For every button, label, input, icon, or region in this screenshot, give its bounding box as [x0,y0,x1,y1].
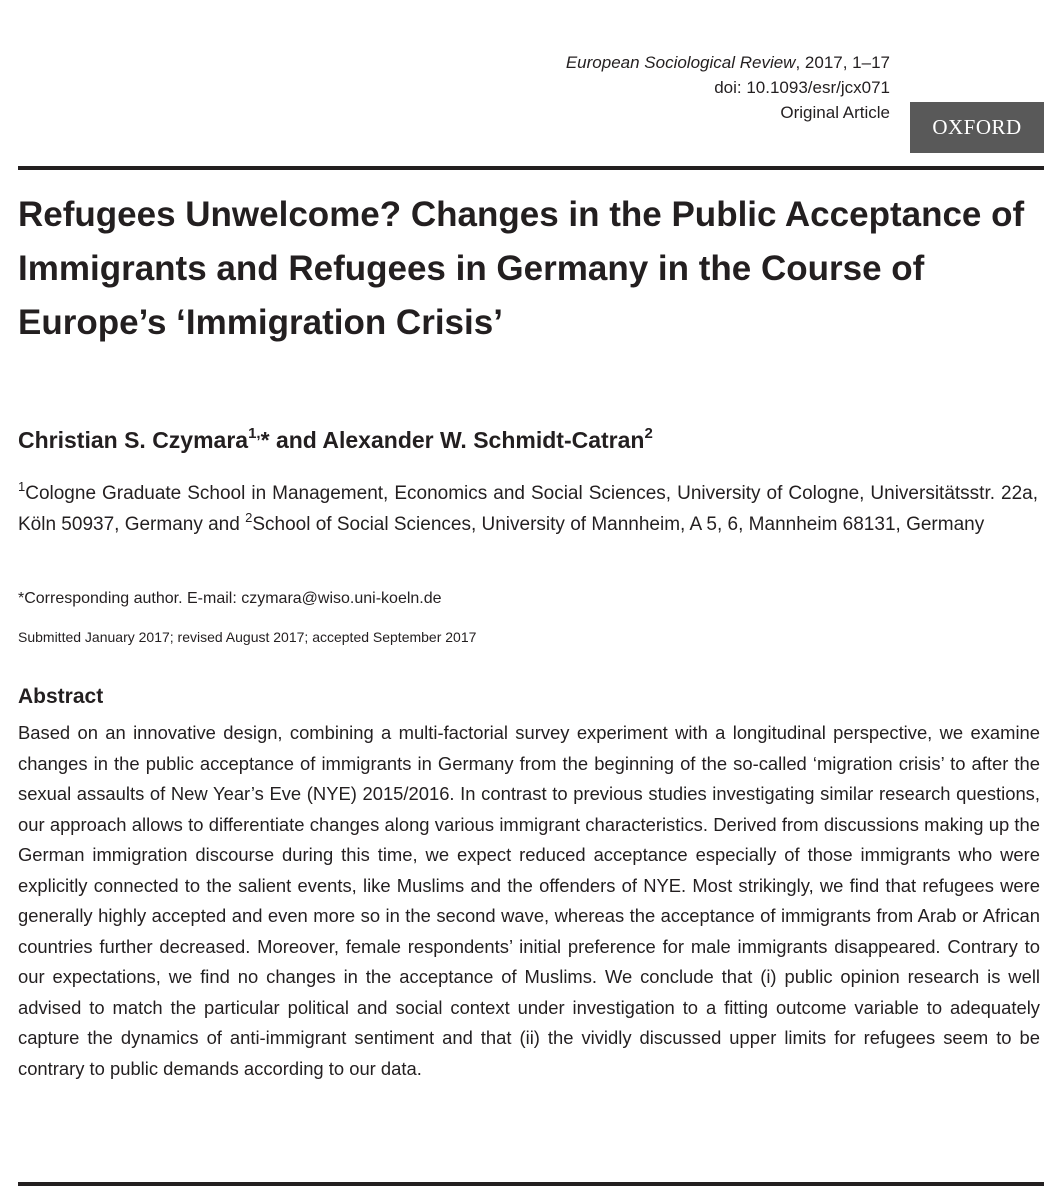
corresponding-author: *Corresponding author. E-mail: czymara@wiso.uni-koeln.de [18,590,442,607]
affiliation-text: School of Social Sciences, University of Mannheim, A 5, 6, Mannheim 68131, Germany [252,514,985,535]
article-type: Original Article [780,103,890,122]
abstract-text: Based on an innovative design, combining a multi-factorial survey experiment with a longitudinal perspective, we examine changes in the public acceptance of immigrants in Germany from the beginning of the so-called ‘migration crisis’ to after the sexual assaults of New Year’s Eve (NYE) 2015/2016. In contrast to previous studies investigating similar research questions, our approach allows to differentiate changes along various immigrant characteristics. Derived from discussions making up the German immigration discourse during this time, we expect reduced acceptance especially of those immigrants who were explicitly connected to the salient events, like Muslims and the offenders of NYE. Most strikingly, we find that refugees were generally highly accepted and even more so in the second wave, whereas the acceptance of immigrants from Arab or African countries further decreased. Moreover, female respondents’ initial preference for male immigrants disappeared. Contrary to our expectations, we find no changes in the acceptance of Muslims. We conclude that (i) public opinion research is well advised to match the particular political and social context under investigation to a fitting outcome variable to adequately capture the dynamics of anti-immigrant sentiment and that (ii) the vividly discussed upper limits for refugees seem to be contrary to public demands according to our data. [18,722,1040,1079]
author-affiliation-mark: 1, [248,425,261,442]
author-name: Christian S. Czymara [18,427,249,453]
author-separator: and [269,427,323,453]
header-divider [18,166,1044,170]
journal-info [566,50,890,125]
footer-divider [18,1182,1044,1186]
oxford-logo: OXFORD [910,102,1044,153]
article-title: Refugees Unwelcome? Changes in the Public Acceptance of Immigrants and Refugees in Germany in the Course of Europe’s ‘Immigration Crisis’ [18,195,1025,342]
author-list [18,425,653,455]
abstract-heading: Abstract [18,685,104,708]
journal-doi: doi: 10.1093/esr/jcx071 [714,78,890,97]
affiliations [18,478,1038,540]
affiliation-mark: 1 [18,479,26,494]
submission-dates: Submitted January 2017; revised August 2017; accepted September 2017 [18,629,477,645]
affiliation-text: Cologne Graduate School in Management, Economics and Social Sciences, University of Cologne, Universitätsstr. 22a, Köln 50937, Germany and [18,483,1038,535]
journal-name: European Sociological Review [565,53,796,72]
author-name: Alexander W. Schmidt-Catran [322,427,645,453]
corresponding-author-mark: * [260,427,270,453]
author-affiliation-mark: 2 [644,425,653,442]
journal-citation [566,50,890,75]
affiliation-mark: 2 [245,510,253,525]
journal-citation-details: , 2017, 1–17 [795,53,890,72]
